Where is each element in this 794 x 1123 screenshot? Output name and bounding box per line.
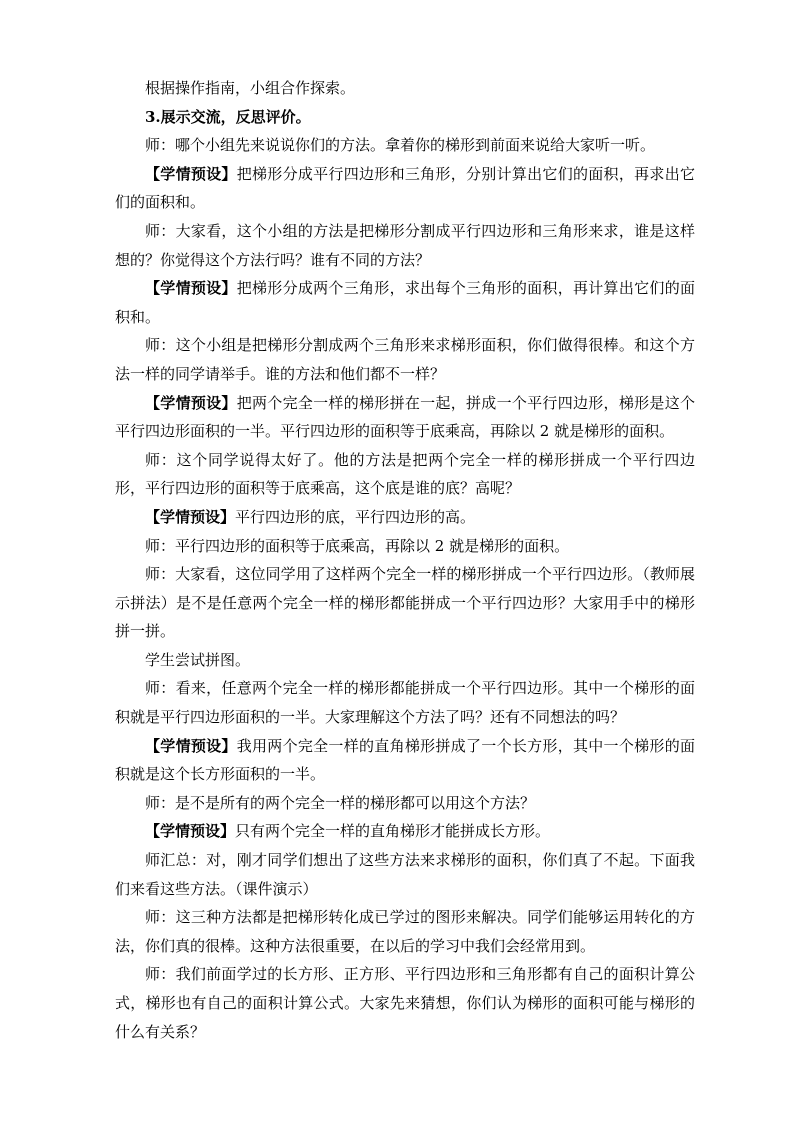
paragraph-text: 学生尝试拼图。 xyxy=(145,650,251,669)
heading-text: 3.展示交流，反思评价。 xyxy=(145,107,311,126)
paragraph-text: 师：平行四边形的面积等于底乘高，再除以 2 就是梯形的面积。 xyxy=(145,536,570,555)
paragraph xyxy=(115,274,695,331)
paragraph-text: 师：这个同学说得太好了。他的方法是把两个完全一样的梯形拼成一个平行四边形，平行四边形的面积等于底乘高，这个底是谁的底？高呢？ xyxy=(115,450,695,498)
paragraph xyxy=(115,160,695,217)
paragraph-text: 师：这个小组是把梯形分割成两个三角形来求梯形面积，你们做得很棒。和这个方法一样的同学请举手。谁的方法和他们都不一样？ xyxy=(115,336,695,383)
paragraph-text: 师：大家看，这位同学用了这样两个完全一样的梯形拼成一个平行四边形。（教师展示拼法）是不是任意两个完全一样的梯形都能拼成一个平行四边形？大家用手中的梯形拼一拼。 xyxy=(115,565,695,641)
paragraph-text: 把梯形分成平行四边形和三角形，分别计算出它们的面积，再求出它们的面积和。 xyxy=(115,164,695,212)
paragraph xyxy=(115,903,695,960)
paragraph-text: 师：我们前面学过的长方形、正方形、平行四边形和三角形都有自己的面积计算公式，梯形也有自己的面积计算公式。大家先来猜想，你们认为梯形的面积可能与梯形的什么有关系？ xyxy=(115,965,695,1041)
paragraph xyxy=(115,846,695,903)
paragraph-text: 师：哪个小组先来说说你们的方法。拿着你的梯形到前面来说给大家听一听。 xyxy=(145,136,656,155)
paragraph xyxy=(115,131,695,160)
paragraph-text: 根据操作指南，小组合作探索。 xyxy=(145,79,356,97)
paragraph-text: 师：是不是所有的两个完全一样的梯形都可以用这个方法？ xyxy=(145,793,536,812)
section-heading xyxy=(115,103,695,132)
paragraph xyxy=(115,217,695,274)
presupposition-tag: 【学情预设】 xyxy=(145,164,237,183)
paragraph-text: 师汇总：对，刚才同学们想出了这些方法来求梯形的面积，你们真了不起。下面我们来看这些方法。（课件演示） xyxy=(115,851,695,898)
paragraph-text: 把梯形分成两个三角形，求出每个三角形的面积，再计算出它们的面积和。 xyxy=(115,279,695,326)
paragraph xyxy=(115,74,695,103)
paragraph xyxy=(115,789,695,818)
paragraph-text: 只有两个完全一样的直角梯形才能拼成长方形。 xyxy=(235,822,551,841)
paragraph xyxy=(115,817,695,846)
paragraph xyxy=(115,674,695,731)
presupposition-tag: 【学情预设】 xyxy=(145,736,237,755)
paragraph xyxy=(115,532,695,561)
paragraph-text: 我用两个完全一样的直角梯形拼成了一个长方形，其中一个梯形的面积就是这个长方形面积的一半。 xyxy=(115,736,695,784)
paragraph-text: 把两个完全一样的梯形拼在一起，拼成一个平行四边形，梯形是这个平行四边形面积的一半。平行四边形的面积等于底乘高，再除以 2 就是梯形的面积。 xyxy=(115,393,695,441)
paragraph xyxy=(115,646,695,675)
presupposition-tag: 【学情预设】 xyxy=(145,822,236,841)
paragraph xyxy=(115,732,695,789)
presupposition-tag: 【学情预设】 xyxy=(145,507,236,526)
paragraph xyxy=(115,560,695,646)
paragraph-text: 平行四边形的底，平行四边形的高。 xyxy=(235,507,476,526)
paragraph xyxy=(115,331,695,388)
paragraph xyxy=(115,446,695,503)
paragraph-text: 师：大家看，这个小组的方法是把梯形分割成平行四边形和三角形来求，谁是这样想的？你觉得这个方法行吗？谁有不同的方法？ xyxy=(115,221,695,269)
presupposition-tag: 【学情预设】 xyxy=(145,393,237,412)
paragraph xyxy=(115,389,695,446)
paragraph-text: 师：看来，任意两个完全一样的梯形都能拼成一个平行四边形。其中一个梯形的面积就是平行四边形面积的一半。大家理解这个方法了吗？还有不同想法的吗？ xyxy=(115,679,695,727)
paragraph xyxy=(115,960,695,1046)
paragraph-text: 师：这三种方法都是把梯形转化成已学过的图形来解决。同学们能够运用转化的方法，你们真的很棒。这种方法很重要，在以后的学习中我们会经常用到。 xyxy=(115,908,695,955)
paragraph xyxy=(115,503,695,532)
presupposition-tag: 【学情预设】 xyxy=(145,279,237,298)
document-page xyxy=(115,74,695,1046)
